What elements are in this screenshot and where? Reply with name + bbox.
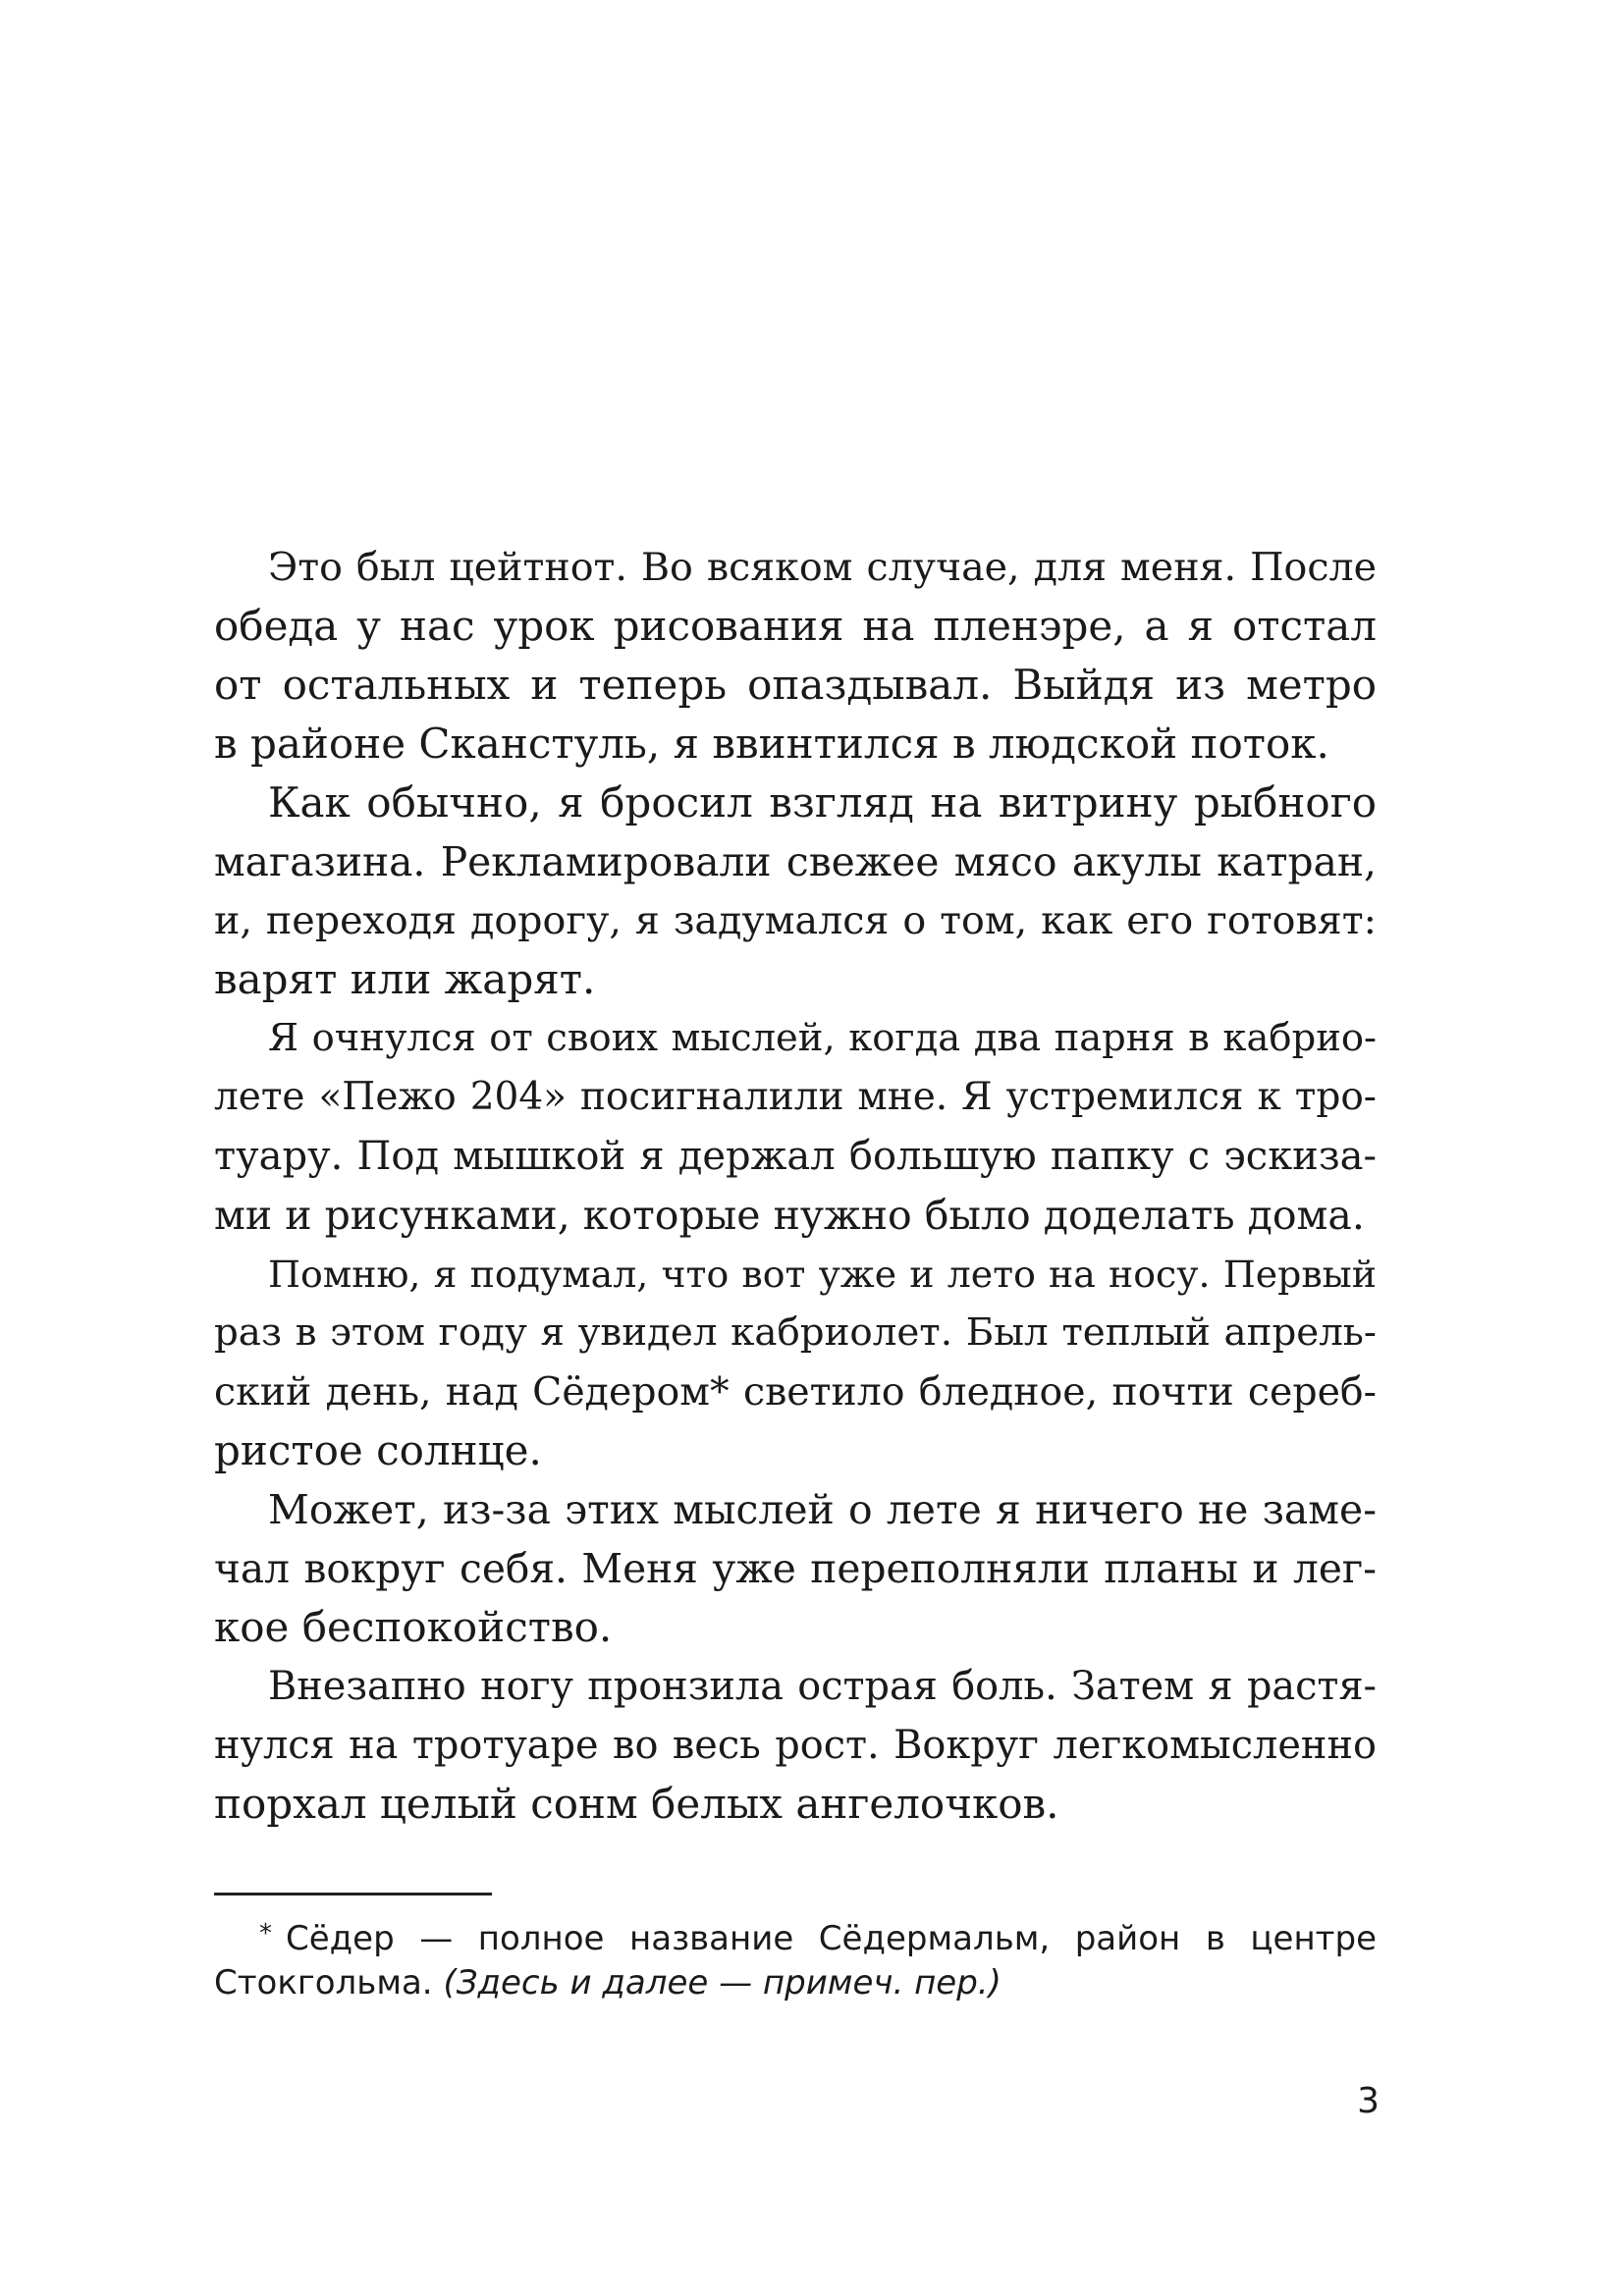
text-line: Как обычно, я бросил взгляд на витрину рыбного — [268, 778, 1377, 827]
text-line: магазина. Рекламировали свежее мясо акулы катран, — [214, 838, 1377, 885]
text-line: лете «Пежо 204» посигналили мне. Я устремился к тро- — [214, 1075, 1377, 1119]
body-text — [214, 538, 1377, 1834]
text-line: Может, из-за этих мыслей о лете я ничего не заме- — [268, 1486, 1377, 1533]
text-line: раз в этом году я увидел кабриолет. Был теплый апрель- — [214, 1310, 1377, 1355]
footnote — [214, 1909, 1377, 2007]
text-line: порхал целый сонм белых ангелочков. — [214, 1780, 1059, 1828]
text-line: кое беспокойство. — [214, 1603, 613, 1651]
text-line: ристое солнце. — [214, 1426, 542, 1474]
text-line: ский день, над Сёдером* светило бледное, почти сереб- — [214, 1369, 1377, 1415]
text-line: Помню, я подумал, что вот уже и лето на носу. Первый — [268, 1253, 1377, 1296]
text-line: от остальных и теперь опаздывал. Выйдя из метро — [214, 661, 1377, 709]
text-line: туару. Под мышкой я держал большую папку с эскиза- — [214, 1134, 1377, 1179]
translator-note: (Здесь и далее — примеч. пер.) — [443, 1963, 1001, 2002]
text-line: Внезапно ногу пронзила острая боль. Затем я растя- — [268, 1664, 1377, 1709]
text-line: и, переходя дорогу, я задумался о том, как его готовят: — [214, 898, 1377, 943]
text-line: ми и рисунками, которые нужно было доделать дома. — [214, 1192, 1365, 1239]
text-line: нулся на тротуаре во весь рост. Вокруг легкомысленно — [214, 1723, 1377, 1768]
text-line: обеда у нас урок рисования на пленэре, а я отстал — [214, 602, 1377, 650]
text-line: Это был цейтнот. Во всяком случае, для меня. После — [268, 545, 1377, 590]
text-line: чал вокруг себя. Меня уже переполняли планы и лег- — [214, 1545, 1377, 1592]
footnote-text: Сёдер — полное название Сёдермальм, район в центре — [286, 1919, 1377, 1958]
page-number: 3 — [1357, 2081, 1380, 2121]
footnote-line — [214, 1958, 1377, 2007]
text-line: варят или жарят. — [214, 955, 596, 1003]
footnote-mark: * — [259, 1919, 272, 1949]
footnote-line — [214, 1909, 1377, 1958]
text-line: в районе Сканстуль, я ввинтился в людской поток. — [214, 720, 1329, 768]
text-line: Я очнулся от своих мыслей, когда два парня в кабрио- — [268, 1016, 1377, 1060]
footnote-text: Стокгольма. — [214, 1963, 433, 2002]
footnote-divider — [214, 1893, 492, 1896]
